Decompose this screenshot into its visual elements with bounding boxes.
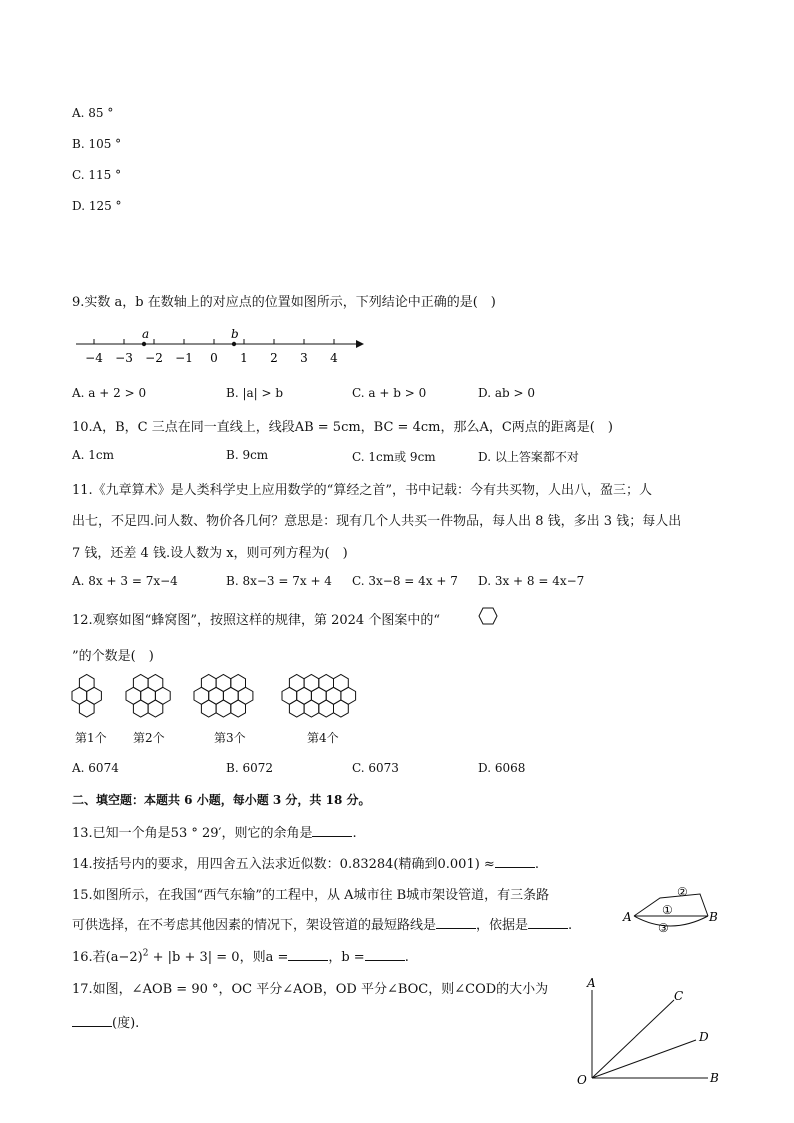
ray-label-d: D (699, 1030, 709, 1044)
q9-option-c: C. a + b > 0 (352, 386, 427, 400)
q9-number-line (74, 324, 364, 368)
honeycomb-cell (319, 700, 334, 717)
q12-option-c: C. 6073 (352, 761, 399, 775)
q8-option-a: A. 85 ° (72, 106, 114, 120)
angle-figure (572, 974, 732, 1092)
q17-blank[interactable] (72, 1014, 112, 1027)
q11-option-d: D. 3x + 8 = 4x−7 (478, 574, 585, 588)
q10-option-b: B. 9cm (226, 448, 269, 462)
q14-blank[interactable] (495, 855, 535, 868)
q15-blank-route[interactable] (436, 916, 476, 929)
q15-line2-c: . (568, 918, 573, 933)
q12-line1: 12.观察如图“蜂窝图”，按照这样的规律，第 2024 个图案中的“ (72, 613, 440, 628)
q12-option-d: D. 6068 (478, 761, 526, 775)
honeycomb-cell (216, 700, 231, 717)
q15-line2-a: 可供选择，在不考虑其他因素的情况下，架设管道的最短路线是 (72, 918, 437, 933)
q16-d: . (404, 950, 409, 965)
q15-line1: 15.如图所示，在我国“西气东输”的工程中，从 A城市往 B城市架设管道，有三条路 (72, 888, 550, 903)
ray-label-a: A (587, 976, 596, 990)
ray-label-b: B (710, 1071, 719, 1085)
q15-line2 (72, 914, 572, 933)
q11-option-b: B. 8x−3 = 7x + 4 (226, 574, 332, 588)
q12-option-b: B. 6072 (226, 761, 273, 775)
q17-line2 (72, 1012, 139, 1031)
honeycomb-cell (133, 700, 148, 717)
q13-text: 13.已知一个角是53 ° 29′，则它的余角是 (72, 826, 313, 841)
q11-option-c: C. 3x−8 = 4x + 7 (352, 574, 458, 588)
q8-option-b: B. 105 ° (72, 137, 122, 151)
q8-option-c: C. 115 ° (72, 168, 122, 182)
honeycomb-cell (148, 700, 163, 717)
q8-option-d: D. 125 ° (72, 199, 122, 213)
q14-end: . (534, 857, 539, 872)
section-heading-fill-in: 二、填空题：本题共 6 小题，每小题 3 分，共 18 分。 (72, 793, 371, 807)
tick-label: −4 (85, 351, 103, 365)
q17-line2-text: (度). (112, 1016, 140, 1031)
q13-end: . (352, 826, 357, 841)
q16-c: ，b = (328, 950, 365, 965)
pipe-point-a: A (623, 910, 632, 924)
q12-option-a: A. 6074 (72, 761, 119, 775)
q11-line1: 11.《九章算术》是人类科学史上应用数学的“算经之首”，书中记载：今有共买物，人出八，盈三；人 (72, 483, 652, 498)
q10-stem: 10.A，B，C 三点在同一直线上，线段AB = 5cm，BC = 4cm，那么A，C两点的距离是( ) (72, 420, 613, 435)
q10-option-c: C. 1cm或 9cm (352, 450, 436, 464)
q14 (72, 853, 539, 872)
route-3-label: ③ (658, 921, 669, 935)
q16 (72, 946, 409, 965)
q10-option-a: A. 1cm (72, 448, 115, 462)
q16-exponent: 2 (142, 948, 149, 959)
q15-blank-reason[interactable] (528, 916, 568, 929)
tick-label: 0 (210, 351, 218, 365)
honeycomb-cell (231, 700, 246, 717)
point-a-label: a (142, 327, 150, 341)
tick-label: −2 (145, 351, 163, 365)
honeycomb-label-2: 第2个 (133, 731, 165, 745)
q16-blank-a[interactable] (288, 948, 328, 961)
q11-option-a: A. 8x + 3 = 7x−4 (72, 574, 178, 588)
tick-label: 1 (240, 351, 248, 365)
honeycomb-label-3: 第3个 (214, 731, 246, 745)
route-1-label: ① (662, 903, 673, 917)
pipeline-routes-figure (620, 880, 730, 938)
q9-option-a: A. a + 2 > 0 (72, 386, 147, 400)
honeycomb-figure (68, 672, 378, 722)
honeycomb-cell (201, 700, 216, 717)
q16-b: + |b + 3| = 0，则a = (148, 950, 289, 965)
q9-option-d: D. ab > 0 (478, 386, 535, 400)
q13 (72, 822, 357, 841)
route-2-label: ② (677, 885, 688, 899)
honeycomb-label-4: 第4个 (307, 731, 339, 745)
ray-label-c: C (674, 989, 684, 1003)
vertex-label-o: O (577, 1073, 587, 1087)
tick-label: 3 (300, 351, 308, 365)
honeycomb-cell (304, 700, 319, 717)
tick-label: 2 (270, 351, 278, 365)
tick-label: −1 (175, 351, 193, 365)
honeycomb-cell (334, 700, 349, 717)
q9-stem: 9.实数 a，b 在数轴上的对应点的位置如图所示，下列结论中正确的是( ) (72, 295, 496, 310)
q13-blank[interactable] (312, 824, 352, 837)
q12-line2: ”的个数是( ) (72, 649, 154, 664)
honeycomb-label-1: 第1个 (75, 731, 107, 745)
tick-label: −3 (115, 351, 133, 365)
q11-line3: 7 钱，还差 4 钱.设人数为 x，则可列方程为( ) (72, 546, 348, 561)
tick-label: 4 (330, 351, 338, 365)
q17-line1: 17.如图，∠AOB = 90 °，OC 平分∠AOB，OD 平分∠BOC，则∠COD的大小为 (72, 982, 549, 997)
honeycomb-cell (289, 700, 304, 717)
q15-line2-b: ，依据是 (476, 918, 529, 933)
hexagon-icon (478, 606, 498, 626)
q9-option-b: B. |a| > b (226, 386, 284, 400)
q11-line2: 出七，不足四.问人数、物价各几何？意思是：现有几个人共买一件物品，每人出 8 钱，多出 3 钱；每人出 (72, 514, 682, 529)
pipe-point-b: B (709, 910, 718, 924)
q14-text: 14.按括号内的要求，用四舍五入法求近似数：0.83284(精确到0.001) ≈ (72, 857, 495, 872)
q10-option-d: D. 以上答案都不对 (478, 450, 579, 464)
q16-a: 16.若(a−2) (72, 950, 143, 965)
point-b-label: b (231, 327, 239, 341)
q16-blank-b[interactable] (365, 948, 405, 961)
honeycomb-cell (79, 700, 94, 717)
